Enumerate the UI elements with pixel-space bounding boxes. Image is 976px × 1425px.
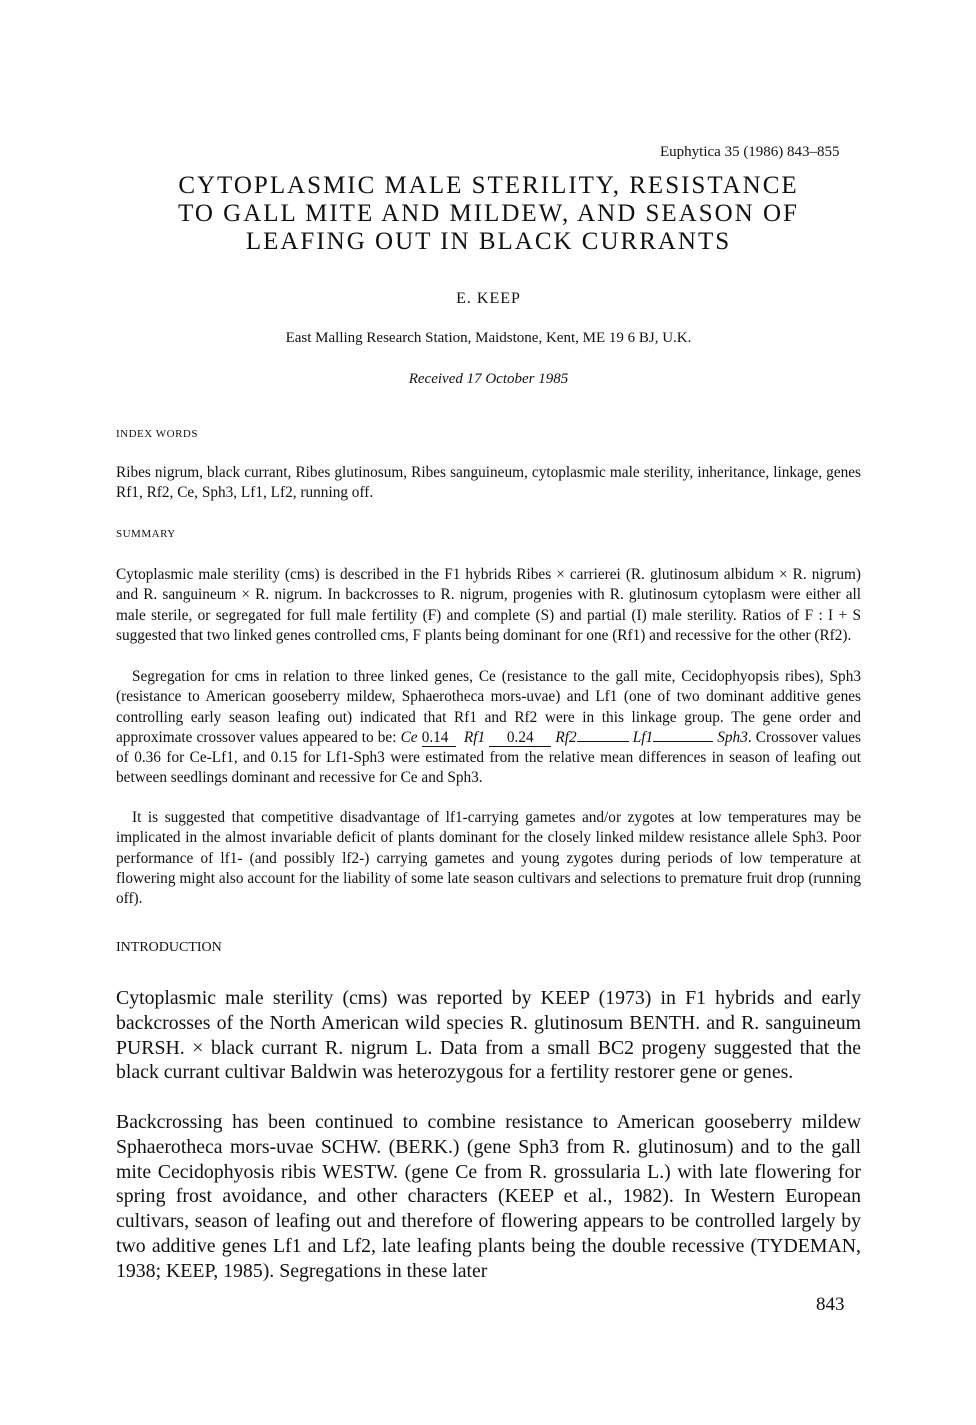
introduction-paragraph: Cytoplasmic male sterility (cms) was reported by KEEP (1973) in F1 hybrids and early backcrosses of the North American wild species R. glutinosum BENTH. and R. sanguineum PURSH. × black currant R. nigrum L. Data from a small BC2 progeny suggested that the black currant cultivar Baldwin was heterozygous for a fertility restorer gene or genes. [116, 987, 861, 1084]
title-line: LEAFING OUT IN BLACK CURRANTS [245, 228, 732, 255]
title-line: TO GALL MITE AND MILDEW, AND SEASON OF [178, 200, 799, 227]
page-number: 843 [816, 1294, 845, 1315]
summary-heading: SUMMARY [116, 528, 176, 540]
summary-paragraph: Cytoplasmic male sterility (cms) is described in the F1 hybrids Ribes × carrierei (R. glutinosum albidum × R. nigrum) and R. sanguineum × R. nigrum. In backcrosses to R. nigrum, progenies with R. glutinosum cytoplasm were either all male sterile, or segregated for full male fertility (F) and complete (S) and partial (I) male sterility. Ratios of F : I + S suggested that two linked genes controlled cms, F plants being dominant for one (Rf1) and recessive for the other (Rf2). [116, 566, 861, 644]
summary-paragraph: It is suggested that competitive disadvantage of lf1-carrying gametes and/or zygotes at low temperatures may be implicated in the almost invariable deficit of plants dominant for the closely linked mildew resistance allele Sph3. Poor performance of lf1- (and possibly lf2-) carrying gametes and young zygotes during periods of low temperature at flowering might also account for the liability of some late season cultivars and selections to premature fruit drop (running off). [116, 809, 861, 908]
author: E. KEEP [456, 290, 521, 307]
index-words-text: Ribes nigrum, black currant, Ribes glutinosum, Ribes sanguineum, cytoplasmic male sterility, inheritance, linkage, genes Rf1, Rf2, Ce, Sph3, Lf1, Lf2, running off. [116, 464, 861, 502]
index-words-heading: INDEX WORDS [116, 428, 198, 440]
introduction-paragraph: Backcrossing has been continued to combine resistance to American gooseberry mildew Sphaerotheca mors-uvae SCHW. (BERK.) (gene Sph3 from R. glutinosum) and to the gall mite Cecidophyosis ribis WESTW. (gene Ce from R. grossularia L.) with late flowering for spring frost avoidance, and other characters (KEEP et al., 1982). In Western European cultivars, season of leafing out and therefore of flowering appears to be controlled largely by two additive genes Lf1 and Lf2, late leafing plants being the double recessive (TYDEMAN, 1938; KEEP, 1985). Segregations in these later [116, 1111, 861, 1282]
linkage-map: Ce 0.14 Rf1 0.24 Rf2 Lf1 Sph3. Crossover values of 0.36 for Ce-Lf1, and 0.15 for Lf1-Sph3 were estimated from the relative mean differences in season of leafing out between seedlings dominant and recessive for Ce and Sph3. [116, 728, 861, 787]
journal-citation: Euphytica 35 (1986) 843–855 [660, 144, 840, 160]
received-date: Received 17 October 1985 [408, 371, 569, 387]
title-line: CYTOPLASMIC MALE STERILITY, RESISTANCE [178, 172, 799, 199]
summary-paragraph: Segregation for cms in relation to three linked genes, Ce (resistance to the gall mite, Cecidophyopsis ribes), Sph3 (resistance to American gooseberry mildew, Sphaerotheca mors-uvae) and Lf1 (one of two dominant additive genes controlling early season leafing out) indicated that Rf1 and Rf2 were in this linkage group. The gene order and approximate crossover values appeared to be: Ce 0.14 Rf1 0.24 Rf2 Lf1 Sph3. Crossover values of 0.36 for Ce-Lf1, and 0.15 for Lf1-Sph3 were estimated from the relative mean differences in season of leafing out between seedlings dominant and recessive for Ce and Sph3. [116, 668, 861, 787]
affiliation: East Malling Research Station, Maidstone, Kent, ME 19 6 BJ, U.K. [285, 330, 692, 346]
introduction-heading: INTRODUCTION [116, 940, 222, 955]
article-title [116, 172, 861, 256]
